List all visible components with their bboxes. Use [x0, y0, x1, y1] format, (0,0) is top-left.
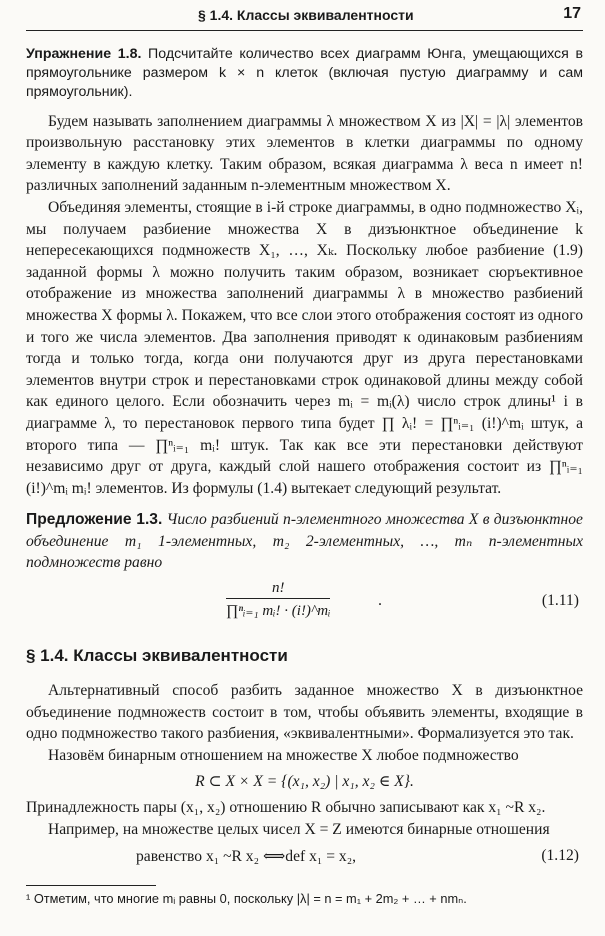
fraction	[226, 580, 330, 620]
paragraph-binary-relation: Назовём бинарным отношением на множестве X любое подмножество	[48, 746, 519, 764]
paragraph-filling: Будем называть заполнением диаграммы λ множеством X из |X| = |λ| элементов произвольную расстановку этих элементов в клетки диаграммы по одному элементу в каждую клетку. Таким образом, всякая диаграмма λ веса n имеет n! различных заполнений заданным n-элементным множеством X.	[26, 112, 583, 195]
fraction-numerator: n!	[226, 580, 330, 599]
exercise-label: Упражнение 1.8.	[26, 46, 142, 62]
exercise	[26, 45, 583, 103]
formula-relation-definition: R ⊂ X × X = {(x₁, x₂) | x₁, x₂ ∈ X}.	[195, 773, 414, 791]
equality-relation: равенство x₁ ~R x₂ ⟺def x₁ = x₂,	[136, 847, 357, 865]
proposition-text: Число разбиений n-элементного множества X в дизъюнктное объединение m₁ 1-элементных, m₂ 2-элементных, …, mₙ n-элементных подмножеств равно	[26, 511, 583, 572]
paragraph-partition: Объединяя элементы, стоящие в i-й строке диаграммы, в одно подмножество Xᵢ, мы получаем разбиение множества X в дизъюнктное объединение k непересекающихся подмножеств X₁, …, Xₖ. Поскольку любое разбиение (1.9) заданной формы λ можно получить таким образом, возникает сюръективное отображение из множества заполнений диаграммы λ в множество разбиений множества X формы λ. Покажем, что все слои этого отображения состоят из одного и того же числа элементов. Два заполнения приводят к одинаковым разбиениям тогда и только тогда, когда они получаются друг из друга перестановками элементов внутри строк и перестановками строк одинаковой длины между собой как единого целого. Если обозначить через mᵢ = mᵢ(λ) число строк длины¹ i в диаграмме λ, то перестановок первого типа будет ∏ λᵢ! = ∏ⁿᵢ₌₁ (i!)^mᵢ штук, а второго типа — ∏ⁿᵢ₌₁ mᵢ! штук. Так как все эти перестановки действуют независимо друг от друга, каждый слой нашего отображения состоит из ∏ⁿᵢ₌₁ (i!)^mᵢ mᵢ! элементов. Из формулы (1.4) вытекает следующий результат.	[26, 198, 583, 497]
formula-1-12	[26, 845, 583, 871]
equation-number-1-12: (1.12)	[541, 846, 579, 864]
fraction-denominator: ∏ⁿᵢ₌₁ mᵢ! · (i!)^mᵢ	[226, 603, 331, 620]
running-header	[26, 4, 583, 31]
page-number: 17	[563, 5, 581, 22]
equation-number-1-11: (1.11)	[541, 592, 579, 610]
proposition-label: Предложение 1.3.	[26, 511, 163, 529]
proposition	[26, 509, 583, 574]
formula-1-11	[26, 580, 583, 620]
running-title: § 1.4. Классы эквивалентности	[198, 7, 414, 23]
footnote: ¹ Отметим, что многие mᵢ равны 0, поскольку |λ| = n = m₁ + 2m₂ + … + nmₙ.	[26, 890, 467, 906]
section-heading: § 1.4. Классы эквивалентности	[26, 646, 288, 666]
footnote-rule	[26, 885, 156, 886]
paragraph-equivalence-intro: Альтернативный способ разбить заданное множество X в дизъюнктное объединение подмножеств состоит в том, чтобы объявить элементы, входящие в одно подмножество такого разбиения, «эквивалентными». Формализуется это так.	[26, 682, 583, 743]
exercise-text: Подсчитайте количество всех диаграмм Юнга, умещающихся в прямоугольнике размером k × n клеток (включая пустую диаграмму и сам прямоугольник).	[26, 46, 583, 101]
book-page	[0, 4, 605, 936]
formula-period: .	[378, 592, 382, 610]
paragraph-example: Например, на множестве целых чисел X = Z имеются бинарные отношения	[48, 821, 550, 839]
paragraph-membership: Принадлежность пары (x₁, x₂) отношению R обычно записывают как x₁ ~R x₂.	[26, 799, 546, 817]
